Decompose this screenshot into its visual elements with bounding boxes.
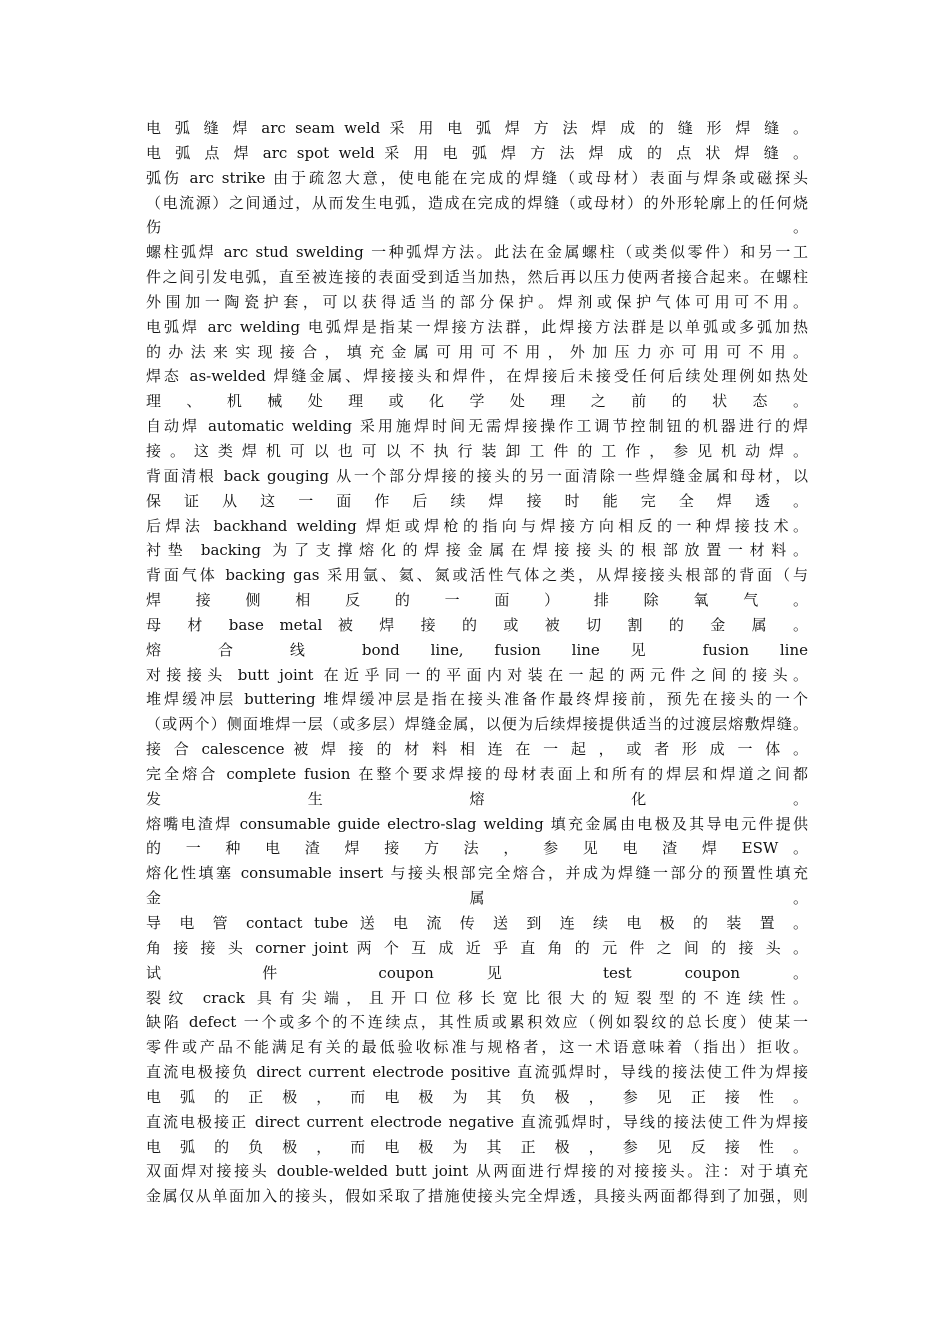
text-line: 裂纹 crack 具有尖端，且开口位移长宽比很大的短裂型的不连续性。 (146, 988, 808, 1007)
text-line: 直流电极接负 direct current electrode positive 直流弧焊时，导线的接法使工件为焊接 (146, 1063, 808, 1082)
text-line: 的 一 种 电 渣 焊 接 方 法 ， 参 见 电 渣 焊 ESW 。 (146, 839, 808, 858)
text-line: 对接接头 butt joint 在近乎同一的平面内对装在一起的两元件之间的接头。 (146, 665, 808, 684)
text-line: 角 接 接 头 corner joint 两 个 互 成 近 乎 直 角 的 元 件 之 间 的 接 头 。 (146, 938, 808, 957)
text-line: 理 、 机 械 处 理 或 化 学 处 理 之 前 的 状 态 。 (146, 392, 808, 411)
text-line: 零件或产品不能满足有关的最低验收标准与规格者，这一术语意味着（指出）拒收。 (146, 1038, 808, 1057)
text-line: 熔 合 线 bond line, fusion line 见 fusion line (146, 640, 808, 659)
text-line: 电 弧 的 正 极 ， 而 电 极 为 其 负 极 ， 参 见 正 接 性 。 (146, 1087, 808, 1106)
text-line: 电 弧 点 焊 arc spot weld 采 用 电 弧 焊 方 法 焊 成 的 点 状 焊 缝 。 (146, 143, 808, 162)
text-line: 自动焊 automatic welding 采用施焊时间无需焊接操作工调节控制钮的机器进行的焊 (146, 417, 808, 436)
text-line: 衬垫 backing 为了支撑熔化的焊接金属在焊接接头的根部放置一材料。 (146, 541, 808, 560)
text-line: 的 办 法 来 实 现 接 合 ， 填 充 金 属 可 用 可 不 用 ， 外 加 压 力 亦 可 用 可 不 用 。 (146, 342, 808, 361)
text-line: 伤 。 (146, 218, 808, 237)
text-line: 发 生 熔 化 。 (146, 789, 808, 808)
text-line: 件之间引发电弧，直至被连接的表面受到适当加热，然后再以压力使两者接合起来。在螺柱 (146, 268, 808, 287)
text-line: 双面焊对接接头 double-welded butt joint 从两面进行焊接的对接接头。注：对于填充 (146, 1162, 808, 1181)
text-line: 背面清根 back gouging 从一个部分焊接的接头的另一面清除一些焊缝金属和母材，以 (146, 466, 808, 485)
text-line: 电 弧 的 负 极 ， 而 电 极 为 其 正 极 ， 参 见 反 接 性 。 (146, 1137, 808, 1156)
text-line: 导 电 管 contact tube 送 电 流 传 送 到 连 续 电 极 的 装 置 。 (146, 914, 808, 932)
text-line: 直流电极接正 direct current electrode negative 直流弧焊时，导线的接法使工件为焊接 (146, 1112, 808, 1131)
text-line: 熔化性填塞 consumable insert 与接头根部完全熔合，并成为焊缝一部分的预置性填充 (146, 864, 808, 883)
text-line: 试 件 coupon 见 test coupon 。 (146, 963, 808, 982)
text-line: 电 弧 缝 焊 arc seam weld 采 用 电 弧 焊 方 法 焊 成 的 缝 形 焊 缝 。 (146, 119, 808, 137)
text-line: （电流源）之间通过，从而发生电弧，造成在完成的焊缝（或母材）的外形轮廓上的任何烧 (146, 193, 808, 212)
text-line: 熔嘴电渣焊 consumable guide electro-slag welding 填充金属由电极及其导电元件提供 (146, 814, 808, 833)
text-line: 螺柱弧焊 arc stud swelding 一种弧焊方法。此法在金属螺柱（或类似零件）和另一工 (146, 243, 808, 262)
text-line: 接 合 calescence 被 焊 接 的 材 料 相 连 在 一 起 ， 或 者 形 成 一 体 。 (146, 740, 808, 759)
text-line: 背面气体 backing gas 采用氩、氦、氮或活性气体之类，从焊接接头根部的背面（与 (146, 566, 808, 585)
text-line: 弧伤 arc strike 由于疏忽大意，使电能在完成的焊缝（或母材）表面与焊条或磁探头 (146, 168, 808, 187)
text-line: 缺陷 defect 一个或多个的不连续点，其性质或累积效应（例如裂纹的总长度）使某一 (146, 1013, 808, 1032)
text-line: 焊 接 侧 相 反 的 一 面 ） 排 除 氧 气 。 (146, 591, 808, 610)
text-line: 保 证 从 这 一 面 作 后 续 焊 接 时 能 完 全 焊 透 。 (146, 491, 808, 510)
text-line: 完全熔合 complete fusion 在整个要求焊接的母材表面上和所有的焊层和焊道之间都 (146, 764, 808, 783)
text-line: 后焊法 backhand welding 焊炬或焊枪的指向与焊接方向相反的一种焊接技术。 (146, 516, 808, 535)
text-line: 母 材 base metal 被 焊 接 的 或 被 切 割 的 金 属 。 (146, 615, 808, 634)
text-line: 电弧焊 arc welding 电弧焊是指某一焊接方法群，此焊接方法群是以单弧或多弧加热 (146, 317, 808, 336)
text-line: 外围加一陶瓷护套，可以获得适当的部分保护。焊剂或保护气体可用可不用。 (146, 292, 808, 311)
text-line: 焊态 as-welded 焊缝金属、焊接接头和焊件，在焊接后未接受任何后续处理例如热处 (146, 367, 808, 386)
text-line: 金 属 。 (146, 889, 808, 908)
document-page (146, 116, 808, 1209)
text-line: 堆焊缓冲层 buttering 堆焊缓冲层是指在接头准备作最终焊接前，预先在接头的一个 (146, 690, 808, 709)
text-line: 接 。 这 类 焊 机 可 以 也 可 以 不 执 行 装 卸 工 件 的 工 作 ， 参 见 机 动 焊 。 (146, 441, 808, 460)
text-line: （或两个）侧面堆焊一层（或多层）焊缝金属，以便为后续焊接提供适当的过渡层熔敷焊缝。 (146, 715, 808, 734)
text-line: 金属仅从单面加入的接头，假如采取了措施使接头完全焊透，具接头两面都得到了加强，则 (146, 1187, 808, 1206)
